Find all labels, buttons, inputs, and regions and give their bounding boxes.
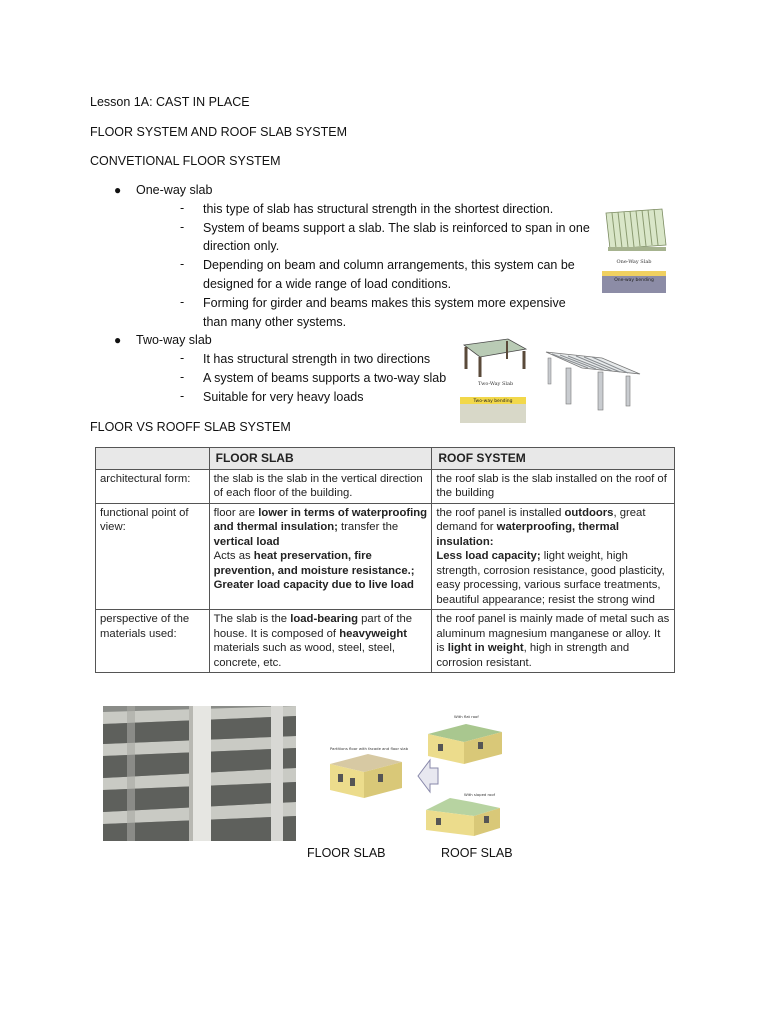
one-way-slab-label: One-Way Slab: [616, 259, 652, 265]
one-way-slab-image: [598, 205, 670, 305]
table-header-blank: [96, 448, 210, 470]
floor-slab-photo: [103, 706, 296, 841]
floor-cell: The slab is the load-bearing part of the house. It is composed of heavyweight materials such as wood, steel, steel, concrete, etc.: [209, 610, 432, 673]
table-header-floor: FLOOR SLAB: [209, 448, 432, 470]
roof-cell: the roof panel is installed outdoors, great demand for waterproofing, thermal insulation: Less load capacity; light weight, high strength, corrosion resistance, good plasticity, easy processing, various surface treatments, beautiful appearance; resist the strong wind: [432, 503, 675, 610]
dash-icon: -: [180, 257, 185, 271]
one-way-item: direction only.: [203, 239, 280, 253]
two-way-slab-label: Two-Way Slab: [478, 381, 514, 387]
diagram-label-partitions: Partitions floor with facade and floor slab: [330, 746, 409, 751]
row-label: architectural form:: [96, 469, 210, 503]
comparison-table: [95, 447, 675, 673]
table-header-roof: ROOF SYSTEM: [432, 448, 675, 470]
table-row: [96, 469, 675, 503]
one-way-item: designed for a wide range of load conditions.: [203, 277, 452, 291]
diagram-label-sloped-roof: With sloped roof: [464, 792, 496, 797]
one-way-item: System of beams support a slab. The slab is reinforced to span in one: [203, 221, 590, 235]
dash-icon: -: [180, 370, 185, 384]
table-row: [96, 610, 675, 673]
caption-floor-slab: FLOOR SLAB: [307, 846, 386, 860]
one-way-label: One-way slab: [136, 183, 213, 197]
row-label: perspective of the materials used:: [96, 610, 210, 673]
bullet-icon: ●: [114, 183, 122, 197]
dash-icon: -: [180, 295, 185, 309]
two-way-label: Two-way slab: [136, 333, 212, 347]
section-title: FLOOR SYSTEM AND ROOF SLAB SYSTEM: [90, 125, 347, 139]
roof-slab-diagram: [322, 706, 510, 841]
dash-icon: -: [180, 389, 185, 403]
subsection-title: CONVETIONAL FLOOR SYSTEM: [90, 154, 281, 168]
bullet-icon: ●: [114, 333, 122, 347]
comparison-title: FLOOR VS ROOFF SLAB SYSTEM: [90, 420, 291, 434]
one-way-item: this type of slab has structural strength in the shortest direction.: [203, 202, 554, 216]
one-way-item: Forming for girder and beams makes this system more expensive: [203, 296, 566, 310]
dash-icon: -: [180, 351, 185, 365]
diagram-label-flat-roof: With flat roof: [454, 714, 479, 719]
floor-cell: the slab is the slab in the vertical direction of each floor of the building.: [209, 469, 432, 503]
dash-icon: -: [180, 201, 185, 215]
two-way-item: A system of beams supports a two-way slab: [203, 371, 447, 385]
one-way-item: than many other systems.: [203, 315, 347, 329]
two-way-item: Suitable for very heavy loads: [203, 390, 364, 404]
row-label: functional point of view:: [96, 503, 210, 610]
two-way-bending-label: Two-way bending: [473, 399, 513, 404]
roof-cell: the roof panel is mainly made of metal such as aluminum magnesium manganese or alloy. It is light in weight, high in strength and corrosion resistant.: [432, 610, 675, 673]
table-header-row: [96, 448, 675, 470]
two-way-item: It has structural strength in two directions: [203, 352, 431, 366]
beam-frame-image: [542, 348, 642, 416]
caption-roof-slab: ROOF SLAB: [441, 846, 513, 860]
two-way-slab-image: [458, 335, 530, 427]
roof-cell: the roof slab is the slab installed on the roof of the building: [432, 469, 675, 503]
one-way-item: Depending on beam and column arrangements, this system can be: [203, 258, 575, 272]
lesson-title: Lesson 1A: CAST IN PLACE: [90, 95, 250, 109]
one-way-bending-label: One-way bending: [614, 278, 654, 283]
table-row: [96, 503, 675, 610]
dash-icon: -: [180, 220, 185, 234]
floor-cell: floor are lower in terms of waterproofing and thermal insulation; transfer the vertical load Acts as heat preservation, fire prevention, and moisture resistance.; Greater load capacity due to live load: [209, 503, 432, 610]
